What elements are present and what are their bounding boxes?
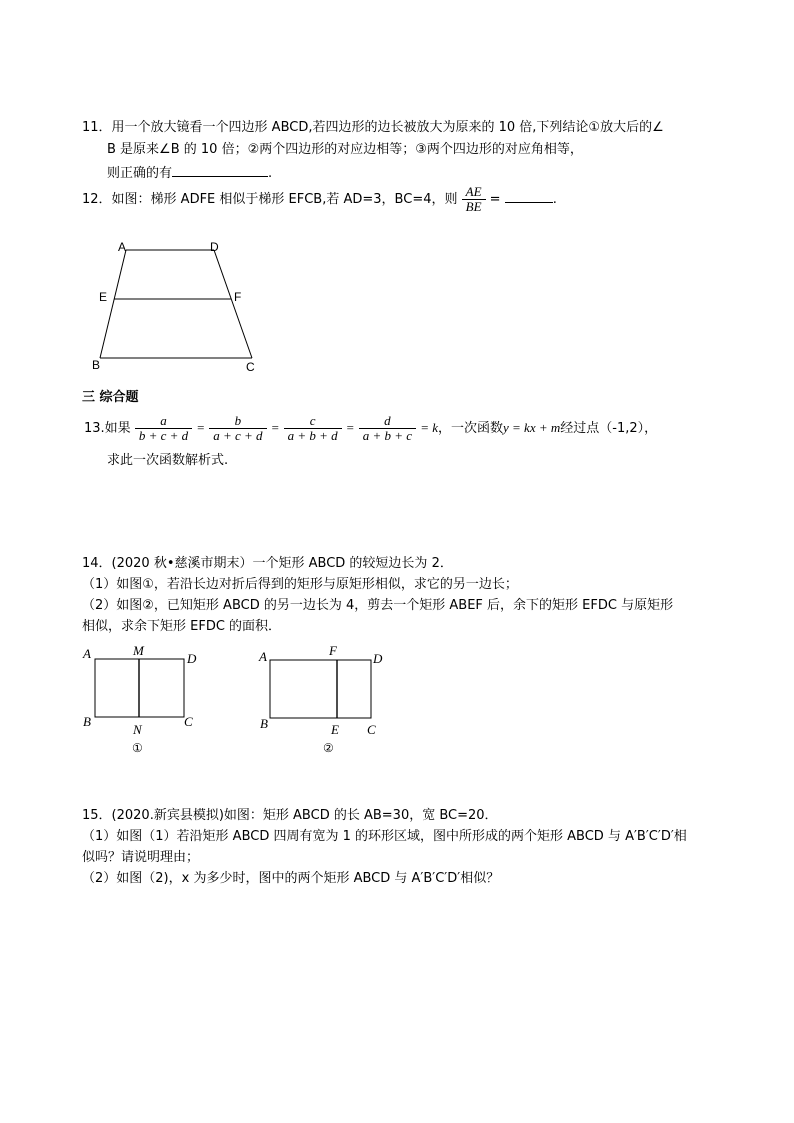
q11-answer-blank xyxy=(172,164,268,177)
q13-frac-4-num: d xyxy=(384,413,391,428)
q13-frac-1 xyxy=(135,414,192,443)
rect-ABCD-2 xyxy=(270,660,371,718)
q14-figure-1 xyxy=(80,642,210,762)
q14-line4: 相似，求余下矩形 EFDC 的面积． xyxy=(82,619,282,634)
q12-frac-den: BE xyxy=(462,199,486,214)
q14-line2: （1）如图①，若沿长边对折后得到的矩形与原矩形相似，求它的另一边长； xyxy=(82,577,518,592)
label-D: D xyxy=(210,240,219,254)
q12-eq: = xyxy=(489,192,501,207)
fig2-label-F: F xyxy=(329,643,337,658)
q13-frac-4 xyxy=(359,414,416,443)
fig2-label-A: A xyxy=(259,649,267,664)
q11-line1: 11．用一个放大镜看一个四边形 ABCD,若四边形的边长被放大为原来的 10 倍,下列结论①放大后的∠ xyxy=(82,120,664,135)
q12-text: 12．如图：梯形 ADFE 相似于梯形 EFCB,若 AD=3，BC=4，则 xyxy=(82,192,458,207)
fig2-label-B: B xyxy=(260,716,268,731)
q14-line1: 14．(2020 秋•慈溪市期末）一个矩形 ABCD 的较短边长为 2． xyxy=(82,556,453,571)
q14-line3: （2）如图②，已知矩形 ABCD 的另一边长为 4，剪去一个矩形 ABEF 后，余下的矩形 EFDC 与原矩形 xyxy=(82,598,674,613)
fig2-caption: ② xyxy=(323,741,334,755)
label-E: E xyxy=(99,290,108,304)
q13-frac-1-den: b + c + d xyxy=(135,428,192,443)
q12-fraction xyxy=(462,185,486,214)
q15-line1: 15．(2020.新宾县模拟)如图：矩形 ABCD 的长 AB=30，宽 BC=20． xyxy=(82,808,498,823)
q11-line3 xyxy=(107,164,272,182)
q12-line xyxy=(82,183,557,217)
q15-line4: （2）如图（2)，x 为多少时，图中的两个矩形 ABCD 与 A′B′C′D′相似？ xyxy=(82,871,500,886)
q12-answer-blank xyxy=(505,190,553,203)
q13-function: y = kx + m xyxy=(503,420,561,435)
q13-frac-3-num: c xyxy=(309,413,316,428)
q15-line2: （1）如图（1）若沿矩形 ABCD 四周有宽为 1 的环形区域，图中所形成的两个矩形 ABCD 与 A′B′C′D′相 xyxy=(82,829,687,844)
q12-end: . xyxy=(552,192,557,207)
edge-DC xyxy=(214,250,252,358)
label-A: A xyxy=(118,240,127,254)
fig1-label-B: B xyxy=(83,714,91,729)
fig1-caption: ① xyxy=(132,741,143,755)
fig2-label-C: C xyxy=(367,722,376,737)
label-C: C xyxy=(246,360,255,374)
q14-figure-2 xyxy=(255,642,395,762)
q11-line3-end: . xyxy=(268,166,273,181)
fig1-label-N: N xyxy=(133,722,142,737)
fig1-label-A: A xyxy=(83,646,91,661)
q13-frac-2-num: b xyxy=(234,413,242,428)
q13-frac-3 xyxy=(284,414,342,443)
fig2-label-E: E xyxy=(331,722,339,737)
q13-frac-4-den: a + b + c xyxy=(359,428,416,443)
q13-frac-2-den: a + c + d xyxy=(209,428,266,443)
fig1-label-D: D xyxy=(187,651,197,666)
q13-tail: 经过点（-1,2）， xyxy=(560,421,658,436)
q13-frac-1-num: a xyxy=(160,413,167,428)
label-B: B xyxy=(92,358,101,372)
q13-frac-3-den: a + b + d xyxy=(284,428,342,443)
q12-frac-num: AE xyxy=(465,184,482,199)
section-3-heading: 三 综合题 xyxy=(82,390,139,405)
trapezoid-figure xyxy=(90,238,270,378)
q13-k: = k xyxy=(420,420,438,435)
q15-line3: 似吗？请说明理由； xyxy=(82,850,200,865)
q11-line3-text: 则正确的有 xyxy=(107,166,173,181)
fig2-label-D: D xyxy=(373,651,383,666)
q11-line2: B 是原来∠B 的 10 倍；②两个四边形的对应边相等；③两个四边形的对应角相等， xyxy=(107,142,583,157)
label-F: F xyxy=(234,290,242,304)
fig1-label-M: M xyxy=(133,643,144,658)
q13-eq-2: = xyxy=(270,420,280,435)
fig1-label-C: C xyxy=(184,714,193,729)
q13-prefix: 13.如果 xyxy=(84,421,131,436)
q13-mid: ，一次函数 xyxy=(437,421,503,436)
q13-line2: 求此一次函数解析式. xyxy=(107,453,229,468)
edge-AB xyxy=(100,250,126,358)
q13-eq-1: = xyxy=(196,420,206,435)
q13-line1 xyxy=(84,410,657,447)
q13-frac-2 xyxy=(209,414,266,443)
q13-eq-3: = xyxy=(345,420,355,435)
